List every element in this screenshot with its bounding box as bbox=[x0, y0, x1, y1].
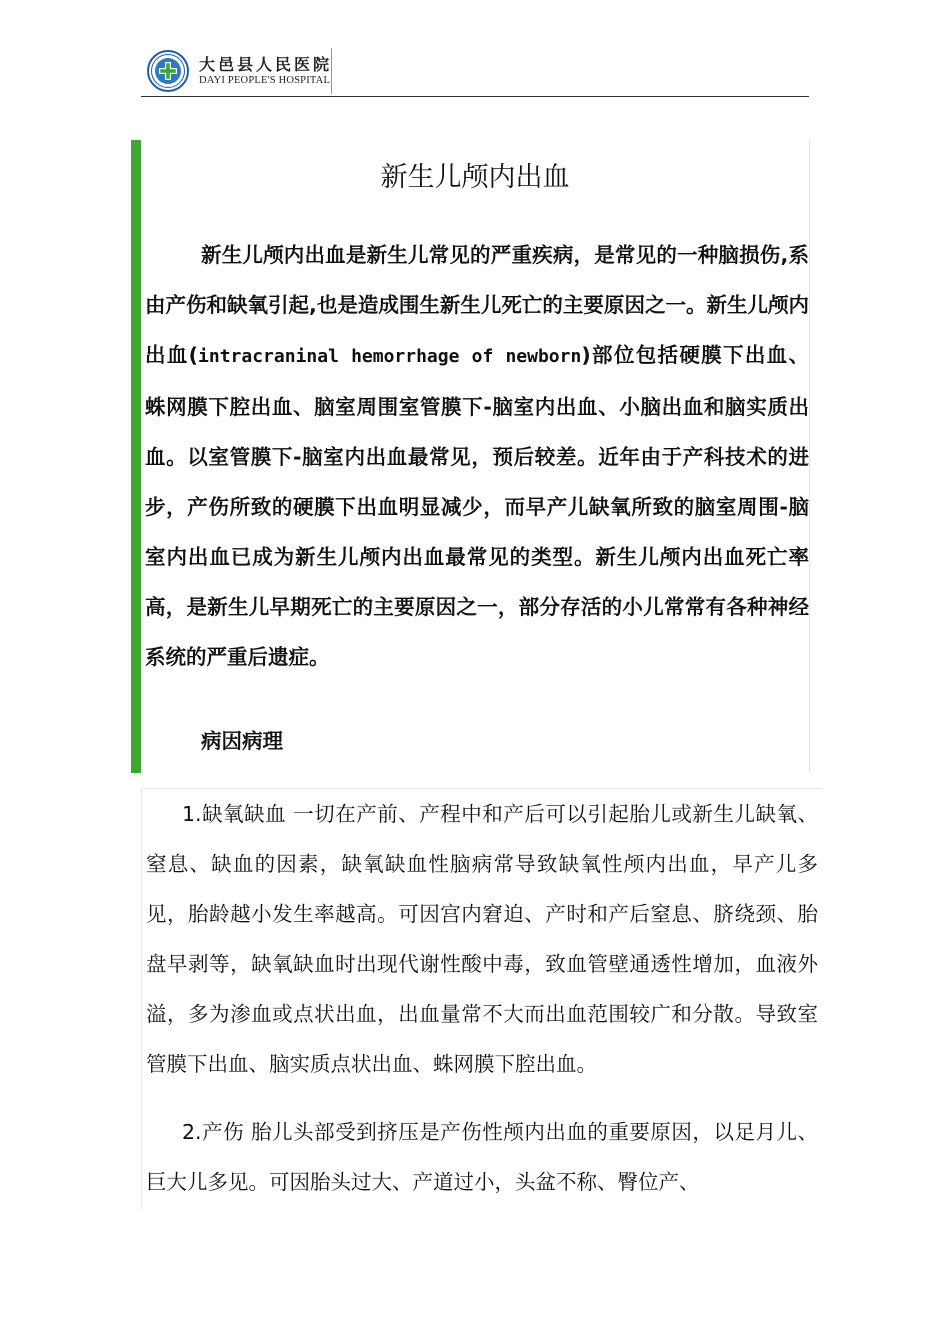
etiology-section bbox=[141, 788, 822, 1209]
intro-text-2: )部位包括硬膜下出血、蛛网膜下腔出血、脑室周围室管膜下-脑室内出血、小脑出血和脑实质出血。以室管膜下-脑室内出血最常见，预后较差。近年由于产科技术的进步，产伤所致的硬膜下出血明显减少，而早产儿缺氧所致的脑室周围-脑室内出血已成为新生儿颅内出血最常见的类型。新生儿颅内出血死亡率高，是新生儿早期死亡的主要原因之一，部分存活的小儿常常有各种神经系统的严重后遗症。 bbox=[145, 343, 809, 669]
section-heading: 病因病理 bbox=[201, 729, 283, 753]
intro-english-term: intracraninal hemorrhage of newborn bbox=[198, 346, 582, 367]
page-header bbox=[141, 48, 809, 97]
hospital-logo bbox=[145, 48, 332, 94]
hospital-name-en: DAYI PEOPLE'S HOSPITAL bbox=[199, 75, 331, 86]
intro-text-1: 新生儿颅内出血是新生儿常见的严重疾病，是常见的一种脑损伤,系由产伤和缺氧引起,也是造成围生新生儿死亡的主要原因之一。新生儿颅内出血( bbox=[145, 243, 809, 367]
paragraph-birth-injury: 2.产伤 胎儿头部受到挤压是产伤性颅内出血的重要原因，以足月儿、巨大儿多见。可因胎头过大、产道过小，头盆不称、臀位产、 bbox=[146, 1120, 818, 1194]
intro-section bbox=[131, 140, 810, 773]
page-title: 新生儿颅内出血 bbox=[380, 162, 570, 194]
hospital-emblem-icon bbox=[147, 50, 189, 92]
intro-paragraph bbox=[145, 230, 809, 682]
paragraph-hypoxia: 1.缺氧缺血 一切在产前、产程中和产后可以引起胎儿或新生儿缺氧、窒息、缺血的因素，缺氧缺血性脑病常导致缺氧性颅内出血，早产儿多见，胎龄越小发生率越高。可因宫内窘迫、产时和产后窒息、脐绕颈、胎盘早剥等，缺氧缺血时出现代谢性酸中毒，致血管壁通透性增加，血液外溢，多为渗血或点状出血，出血量常不大而出血范围较广和分散。导致室管膜下出血、脑实质点状出血、蛛网膜下腔出血。 bbox=[146, 802, 818, 1076]
hospital-name-cn: 大邑县人民医院 bbox=[199, 55, 333, 74]
accent-bar bbox=[131, 140, 141, 773]
